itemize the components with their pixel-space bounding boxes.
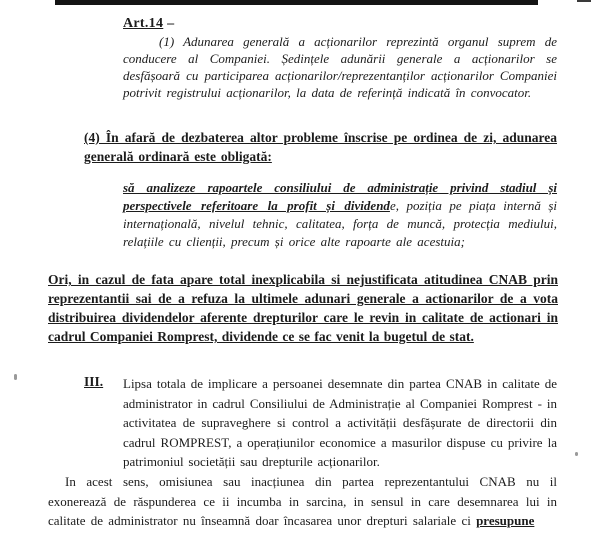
- list-item-iii-text: Lipsa totala de implicare a persoanei desemnate din partea CNAB in calitate de administrator in cadrul Consiliului de Administrație al Companiei Romprest - in activitatea de supraveghere si control a activității desfășurate de directorii din cadrul ROMPREST, a operațiunilor economice a masurilor dispuse cu privire la patrimoniul societății sau drepturile acționarilor.: [123, 376, 557, 469]
- article-14-dash: –: [163, 16, 175, 31]
- quote-rest-part: e, poziția pe piața internă și internațională, nivelul tehnic, calitatea, forța de muncă, protecția mediului, relațiile cu clienții, precum și orice alte rapoarte ale acestuia;: [123, 198, 557, 249]
- closing-emphasized-word: presupune: [476, 513, 535, 528]
- paragraph-1-statute-text: (1) Adunarea generală a acționarilor reprezintă organul suprem de conducere al Companiei. Ședințele adunării generale a acționarilor se desfășoară cu participarea acționarilor/reprezentanților acționarilor Companiei potrivit registrului acționarilor, la data de referință indicată în convocator.: [123, 34, 557, 100]
- paragraph-4-heading: (4) În afară de dezbaterea altor probleme înscrise pe ordinea de zi, adunarea generală ordinară este obligată:: [84, 130, 557, 164]
- scan-speck: [14, 374, 17, 380]
- list-item-iii-marker: III.: [84, 374, 104, 389]
- scan-edge-bar-fragment: [577, 0, 591, 2]
- article-14-label: Art.14: [123, 16, 164, 31]
- closing-paragraph: [48, 472, 557, 531]
- article-14-heading: [123, 16, 174, 32]
- scan-edge-bar: [55, 0, 538, 5]
- list-item-iii: [84, 374, 557, 472]
- quote-emphasized-part: să analizeze rapoartele consiliului de administrație privind stadiul și perspectivele referitoare la profit și dividend: [123, 180, 557, 213]
- argument-paragraph-cnab-refusal: Ori, in cazul de fata apare total inexplicabila si nejustificata atitudinea CNAB prin reprezentantii sai de a refuza la ultimele adunari generale a actionarilor de a vota distribuirea dividendelor aferente drepturilor care le revin in calitate de actionari in cadrul Companiei Romprest, dividende ce se fac venit la bugetul de stat.: [48, 272, 558, 344]
- closing-lead-text: In acest sens, omisiunea sau inacțiunea din partea reprezentantului CNAB nu il exonerează de răspunderea ce ii incumba in sarcina, in sensul in care desemnarea lui in calitate de administrator nu înseamnă doar încasarea unor drepturi salariale ci: [48, 474, 557, 528]
- quote-obligation-clause: [123, 179, 557, 251]
- scan-speck: [575, 452, 578, 456]
